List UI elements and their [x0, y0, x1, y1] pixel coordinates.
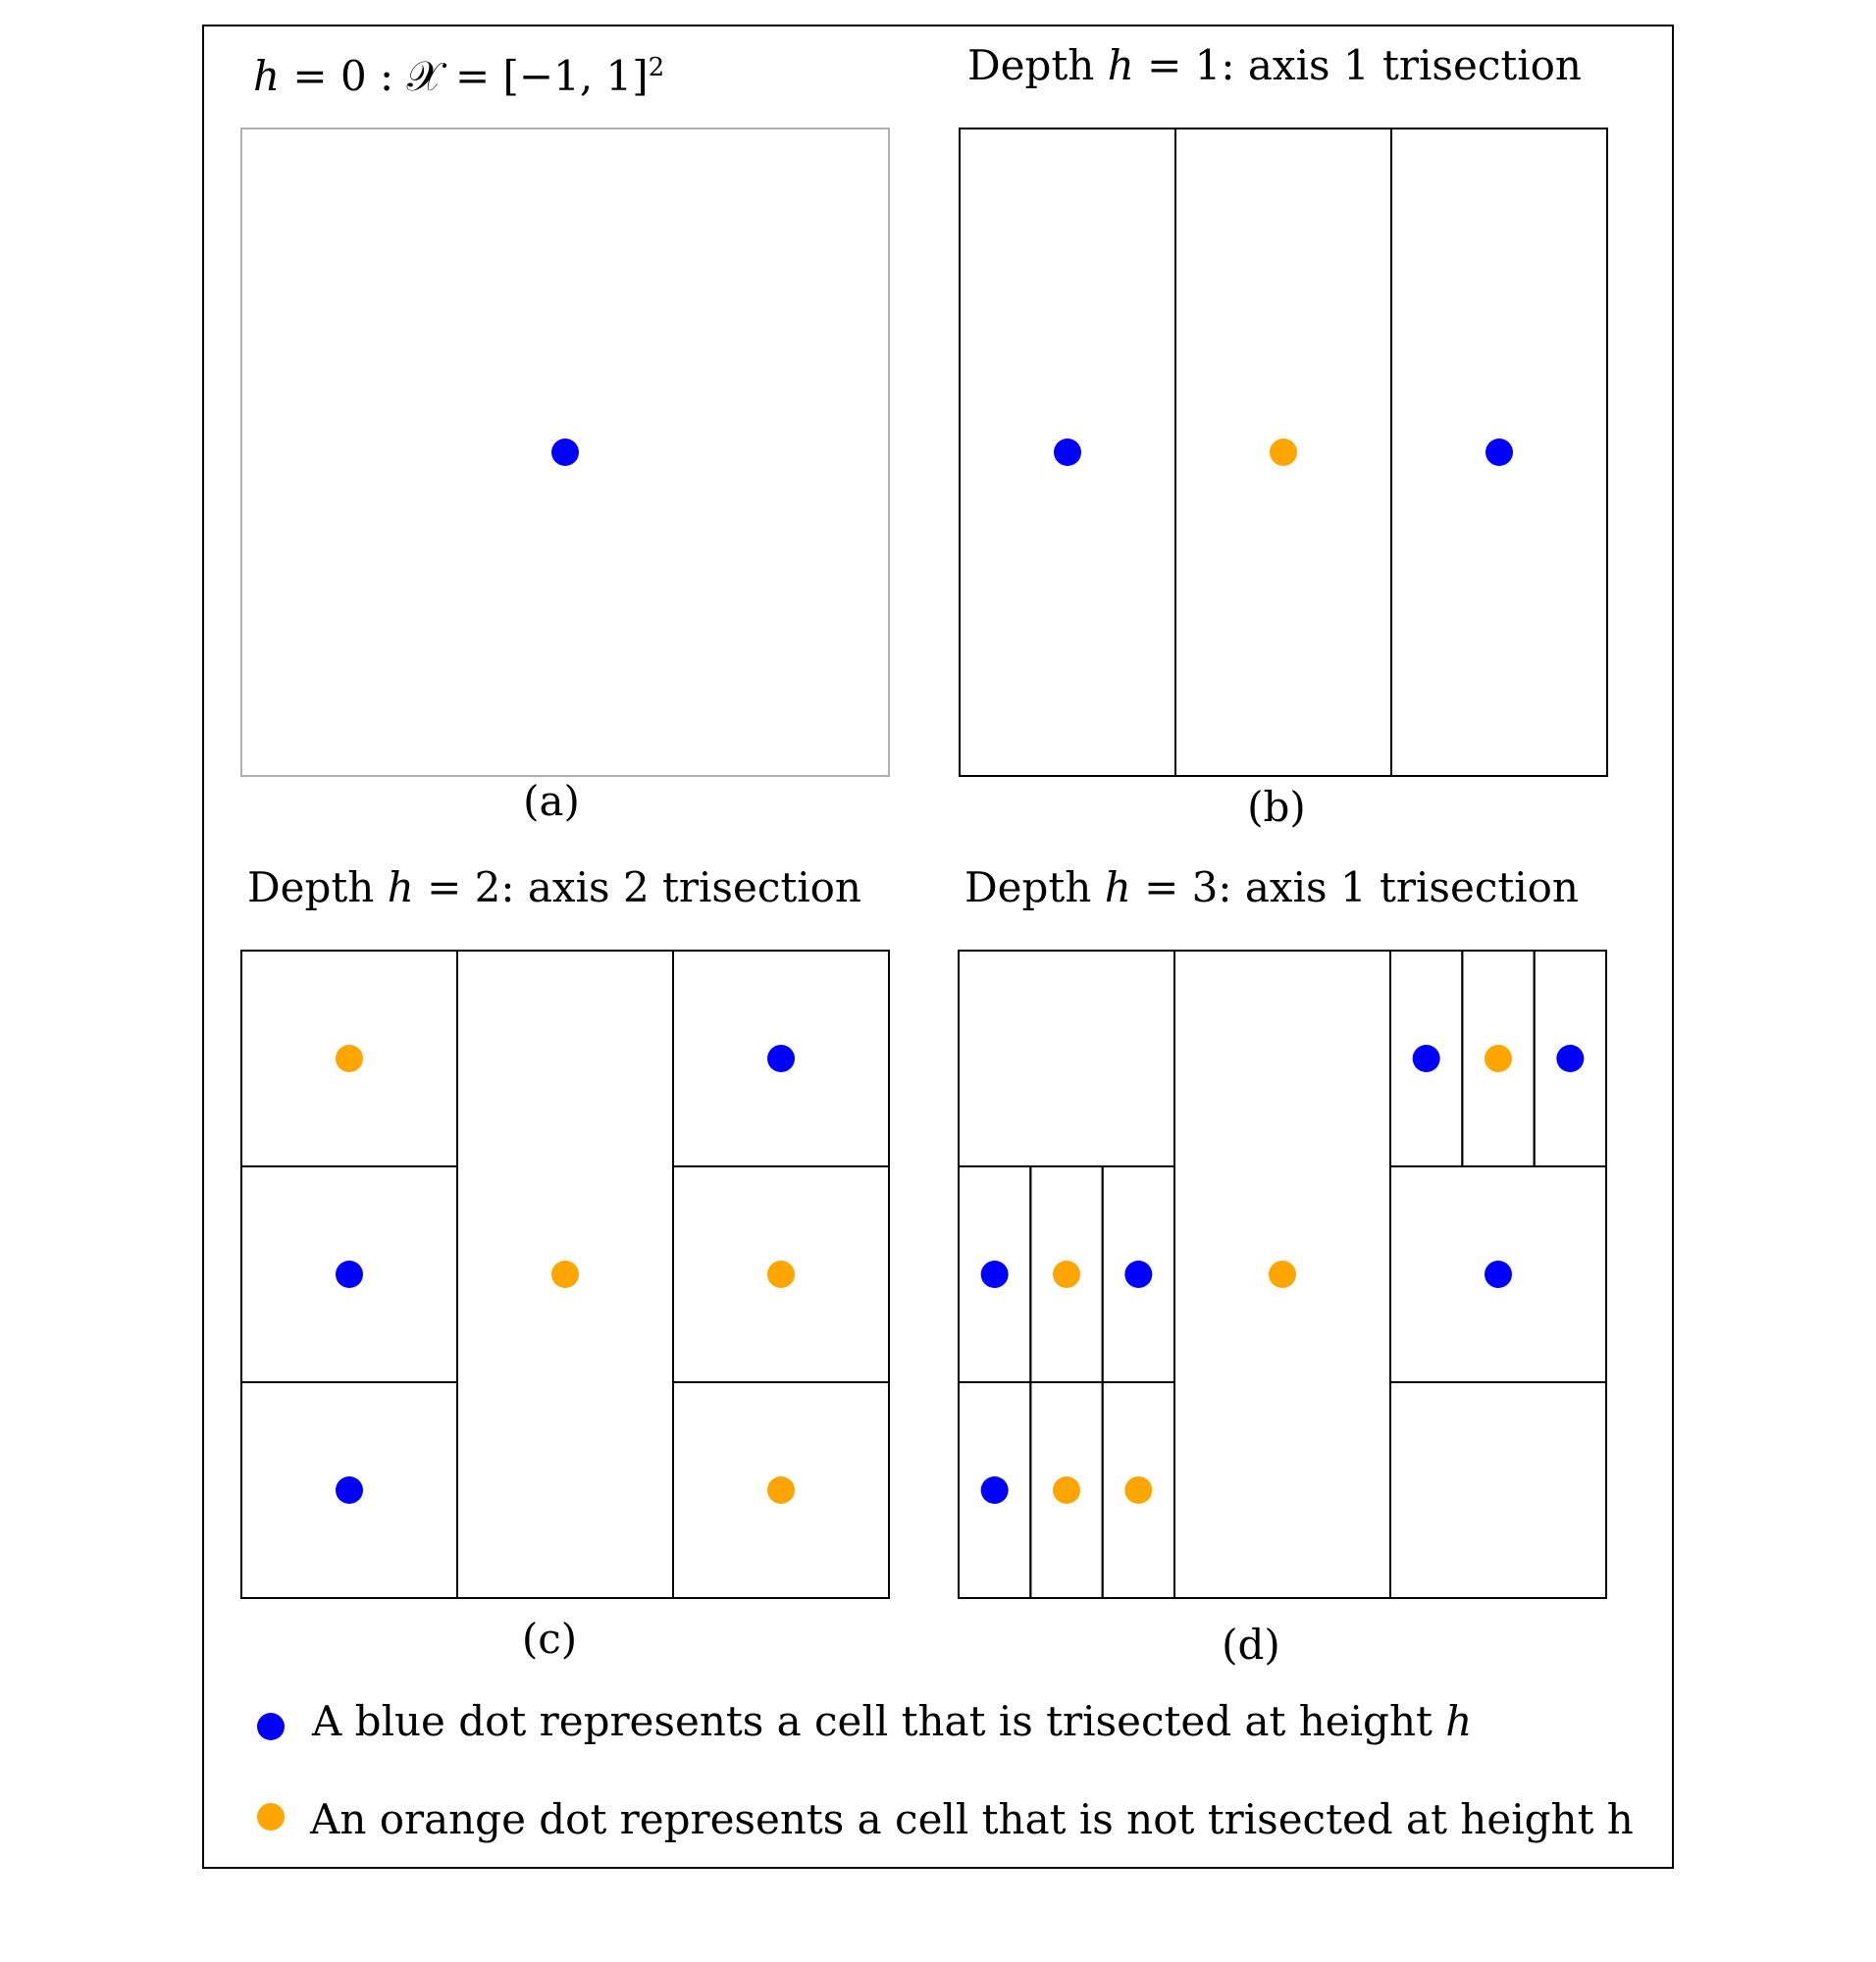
panel-b-orange-dot-1 [1270, 439, 1297, 466]
panel-c-caption: (c) [521, 1615, 578, 1663]
panel-a-title-sup: 2 [648, 53, 665, 82]
panel-b-blue-dot-0 [1054, 439, 1081, 466]
panel-d-blue-dot-10 [1556, 1045, 1584, 1072]
panel-c [241, 951, 889, 1598]
panel-a-title-var: h [253, 52, 281, 100]
panel-c-blue-dot-2 [336, 1476, 363, 1504]
panel-c-title-rest: = 2: axis 2 trisection [413, 863, 861, 911]
panel-d-orange-dot-9 [1485, 1045, 1512, 1072]
legend-markers [257, 1713, 285, 1831]
panel-b [960, 129, 1607, 776]
panel-b-title-rest: = 1: axis 1 trisection [1133, 41, 1582, 89]
panel-b-caption: (b) [1247, 783, 1306, 831]
legend-blue-dot [257, 1713, 285, 1740]
panel-d-orange-dot-7 [1269, 1261, 1296, 1288]
panel-c-orange-dot-5 [767, 1261, 795, 1288]
panel-c-title-var: h [387, 863, 414, 911]
panel-b-blue-dot-2 [1485, 439, 1513, 466]
panel-c-orange-dot-6 [767, 1476, 795, 1504]
panel-a-title-rest: = 0 : 𝒳 = [−1, 1] [280, 52, 649, 100]
legend-orange-label [310, 1795, 1634, 1843]
panel-c-title-prefix: Depth [247, 863, 388, 911]
panel-a [241, 129, 889, 776]
panel-d-blue-dot-3 [1124, 1261, 1152, 1288]
panel-d-blue-dot-1 [981, 1261, 1009, 1288]
panel-d-orange-dot-6 [1124, 1476, 1152, 1504]
legend-orange-dot [257, 1803, 285, 1831]
panel-d-cell-0 [959, 951, 1174, 1166]
legend-blue-text: A blue dot represents a cell that is trisected at height [312, 1697, 1446, 1745]
legend-blue-var: h [1445, 1697, 1473, 1745]
panel-d-blue-dot-11 [1485, 1261, 1512, 1288]
legend-orange-text: An orange dot represents a cell that is not trisected at height h [310, 1795, 1634, 1843]
panel-d-caption: (d) [1222, 1621, 1280, 1669]
panel-a-blue-dot-0 [551, 439, 579, 466]
panel-d-orange-dot-5 [1053, 1476, 1080, 1504]
panel-d-cell-12 [1390, 1382, 1606, 1598]
legend-blue-label [312, 1697, 1473, 1745]
panel-d [959, 951, 1606, 1598]
panel-d-title-prefix: Depth [964, 863, 1105, 911]
panel-d-title-var: h [1104, 863, 1131, 911]
panel-d-orange-dot-2 [1053, 1261, 1080, 1288]
panel-a-caption: (a) [523, 777, 580, 825]
panel-d-blue-dot-8 [1413, 1045, 1440, 1072]
panel-d-blue-dot-4 [981, 1476, 1009, 1504]
panel-c-orange-dot-3 [551, 1261, 579, 1288]
panel-d-title-rest: = 3: axis 1 trisection [1130, 863, 1579, 911]
panel-c-orange-dot-0 [336, 1045, 363, 1072]
panel-c-blue-dot-1 [336, 1261, 363, 1288]
panel-b-title-var: h [1107, 41, 1134, 89]
panel-b-title-prefix: Depth [967, 41, 1108, 89]
panel-c-blue-dot-4 [767, 1045, 795, 1072]
